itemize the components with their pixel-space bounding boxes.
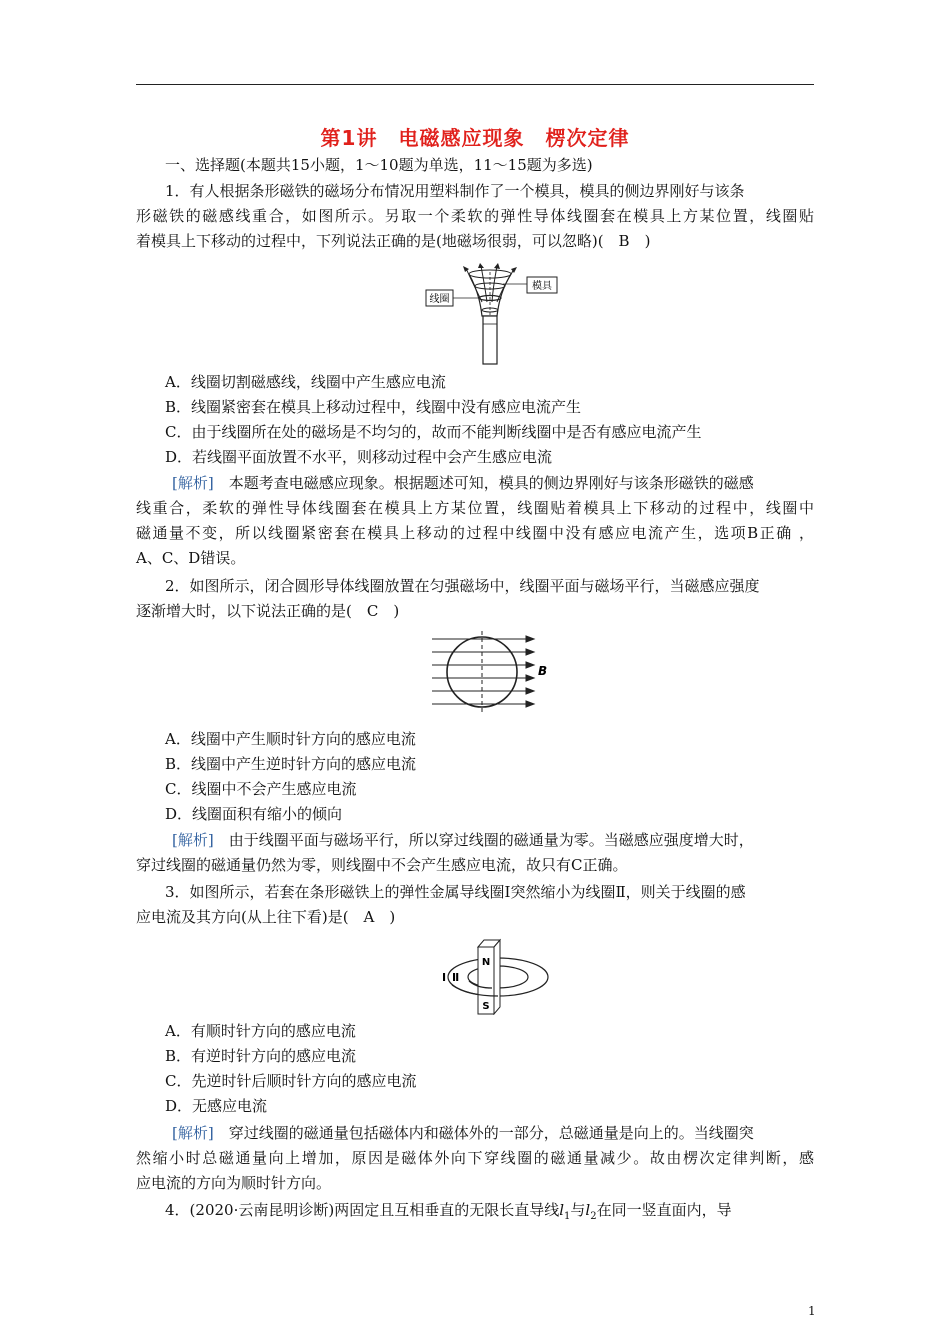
q1-option-c: C．由于线圈所在处的磁场是不均匀的，故而不能判断线圈中是否有感应电流产生 <box>165 423 702 441</box>
q2-stem-line: 2．如图所示，闭合圆形导体线圈放置在匀强磁场中，线圈平面与磁场平行，当磁感应强度 <box>165 577 760 595</box>
page-title: 第1讲 电磁感应现象 楞次定律 <box>320 126 630 150</box>
q3-coil-i-label: Ⅰ <box>442 971 447 984</box>
q1-mold-label: 模具 <box>532 281 552 292</box>
q2-analysis-line: [解析] 由于线圈平面与磁场平行，所以穿过线圈的磁通量为零。当磁感应强度增大时， <box>172 831 754 849</box>
q3-coil-ii-label: Ⅱ <box>452 971 460 984</box>
q1-option-b: B．线圈紧密套在模具上移动过程中，线圈中没有感应电流产生 <box>165 398 582 416</box>
q3-north-label: N <box>481 957 491 968</box>
q3-analysis-line: [解析] 穿过线圈的磁通量包括磁体内和磁体外的一部分，总磁通量是向上的。当线圈突 <box>172 1124 754 1142</box>
q2-option-d: D．线圈面积有缩小的倾向 <box>165 805 343 823</box>
q1-option-d: D．若线圈平面放置不水平，则移动过程中会产生感应电流 <box>165 448 553 466</box>
q2-stem-line: 逐渐增大时，以下说法正确的是( C ) <box>136 602 400 620</box>
q1-stem-line: 着模具上下移动的过程中，下列说法正确的是(地磁场很弱，可以忽略)( B ) <box>136 232 651 250</box>
q3-stem-line: 应电流及其方向(从上往下看)是( A ) <box>136 908 396 926</box>
section-heading: 一、选择题(本题共15小题，1～10题为单选，11～15题为多选) <box>165 156 593 174</box>
q3-analysis-tag: [解析] <box>172 1124 214 1142</box>
q3-analysis-line: 应电流的方向为顺时针方向。 <box>136 1174 332 1192</box>
q1-analysis-line: 磁通量不变，所以线圈紧密套在模具上移动的过程中线圈中没有感应电流产生，选项B正确 ， <box>136 524 814 542</box>
q3-option-c: C．先逆时针后顺时针方向的感应电流 <box>165 1072 417 1090</box>
q2-analysis-tag: [解析] <box>172 831 214 849</box>
q1-stem-line: 形磁铁的磁感线重合，如图所示。另取一个柔软的弹性导体线圈套在模具上方某位置，线圈贴 <box>136 207 814 225</box>
q1-stem-line: 1．有人根据条形磁铁的磁场分布情况用塑料制作了一个模具，模具的侧边界刚好与该条 <box>165 182 745 200</box>
q1-option-a: A．线圈切割磁感线，线圈中产生感应电流 <box>165 373 446 391</box>
q2-option-c: C．线圈中不会产生感应电流 <box>165 780 357 798</box>
q3-option-b: B．有逆时针方向的感应电流 <box>165 1047 357 1065</box>
q3-stem-line: 3．如图所示，若套在条形磁铁上的弹性金属导线圈Ⅰ突然缩小为线圈Ⅱ，则关于线圈的感 <box>165 883 746 901</box>
q3-option-a: A．有顺时针方向的感应电流 <box>165 1022 356 1040</box>
q2-coil-field-figure <box>430 629 550 719</box>
q1-analysis-line: 线重合，柔软的弹性导体线圈套在模具上方某位置，线圈贴着模具上下移动的过程中，线圈中 <box>136 499 814 517</box>
q3-option-d: D．无感应电流 <box>165 1097 268 1115</box>
q2-analysis-line: 穿过线圈的磁通量仍然为零，则线圈中不会产生感应电流，故只有C正确。 <box>136 856 628 874</box>
q2-option-b: B．线圈中产生逆时针方向的感应电流 <box>165 755 417 773</box>
q1-coil-label: 线圈 <box>429 294 450 305</box>
q1-analysis-line: [解析] 本题考查电磁感应现象。根据题述可知，模具的侧边界刚好与该条形磁铁的磁感 <box>172 474 754 492</box>
q2-option-a: A．线圈中产生顺时针方向的感应电流 <box>165 730 416 748</box>
page-number: 1 <box>808 1304 816 1318</box>
q1-analysis-line: A、C、D错误。 <box>136 549 246 567</box>
q1-analysis-tag: [解析] <box>172 474 214 492</box>
header-rule <box>136 84 814 85</box>
q2-field-label: B <box>538 664 548 678</box>
q1-magnet-mold-figure <box>425 262 560 368</box>
q3-analysis-line: 然缩小时总磁通量向上增加，原因是磁体外向下穿线圈的磁通量减少。故由楞次定律判断，感 <box>136 1149 814 1167</box>
q3-south-label: S <box>482 1001 490 1012</box>
q4-stem-line: 4．(2020·云南昆明诊断)两固定且互相垂直的无限长直导线$l_1$与$l_2$在同一竖直面内，导 <box>165 1201 732 1222</box>
q3-magnet-coils-figure <box>436 935 551 1015</box>
